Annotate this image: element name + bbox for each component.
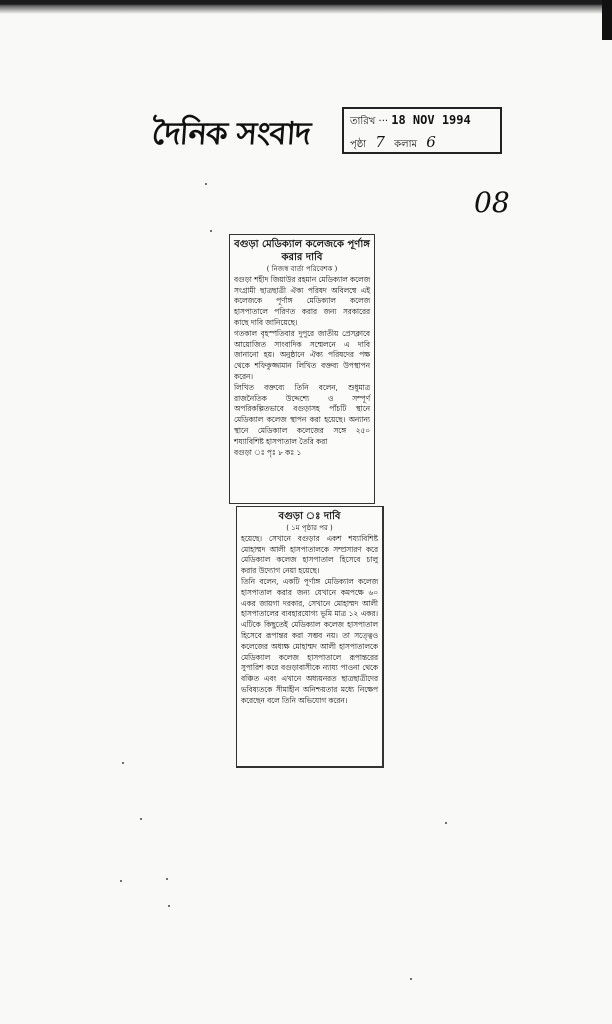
scan-top-edge (0, 0, 612, 14)
scan-speck (140, 818, 142, 820)
stamp-date-label: তারিখ (350, 116, 376, 127)
stamp-date-row: তারিখ ··· 18 NOV 1994 (350, 113, 471, 127)
scan-speck (168, 905, 170, 907)
clipping-headline: বগুড়া ঃ দাবি (278, 511, 341, 522)
archive-stamp (342, 107, 502, 154)
newspaper-masthead: দৈনিক সংবাদ (150, 116, 312, 152)
handwritten-number: 08 (474, 186, 510, 219)
scan-corner-mark (602, 0, 612, 40)
clipping-headline: বগুড়া মেডিক্যাল কলেজকে পূর্ণাঙ্গ করার দাবি (234, 239, 370, 263)
scan-speck (445, 822, 447, 824)
scan-speck (205, 183, 207, 185)
stamp-column-label: কলাম (394, 139, 418, 150)
stamp-page-label: পৃষ্ঠা (350, 139, 367, 150)
scan-speck (120, 880, 122, 882)
scan-speck (166, 878, 168, 880)
scan-speck (210, 230, 212, 232)
scan-speck (410, 978, 412, 980)
clipping-paragraph: বগুড়া শহীদ জিয়াউর রহমান মেডিক্যাল কলেজ সংগ্রামী ছাত্রছাত্রী ঐক্য পরিষদ অবিলম্বে এই কলেজকে পূর্ণাঙ্গ মেডিক্যাল কলেজ হাসপাতালে পরিণত করার জন্য সরকারের কাছে দাবি জানিয়েছে। (234, 274, 370, 327)
clipping-paragraph: হয়েছে। সেখানে বগুড়ার একশ শয্যাবিশিষ্ট মোহাম্মদ আলী হাসপাতালকে সম্প্রসারণ করে মেডিক্যাল কলেজ হাসপাতাল হিসেবে চালু করার উদ্যোগ নেয়া হয়েছে। (241, 533, 378, 576)
news-clipping-1 (229, 234, 375, 504)
stamp-date-value: 18 NOV 1994 (391, 113, 471, 127)
stamp-column-value: 6 (426, 133, 436, 151)
stamp-page-value: 7 (375, 133, 385, 151)
clipping-paragraph: তিনি বলেন, একটি পূর্ণাঙ্গ মেডিক্যাল কলেজ হাসপাতাল করার জন্য যেখানে কমপক্ষে ৬০ একর জায়গা দরকার, সেখানে মোহাম্মদ আলী হাসপাতালের ব্যবহারযোগ্য ভূমি মাত্র ১২ একর। এটিকে কিছুতেই মেডিক্যাল কলেজ হাসপাতাল হিসেবে রূপান্তর করা সম্ভব নয়। তা সত্ত্বেও কলেজের অধ্যক্ষ মোহাম্মদ আলী হাসপাতালকে মেডিক্যাল কলেজ হাসপাতালে রূপান্তরের সুপারিশ করে বগুড়াবাসীকে ন্যায্য পাওনা থেকে বঞ্চিত এবং এখানে অধ্যয়নরত ছাত্রছাত্রীদের ভবিষ্যতকে সীমাহীন অনিশ্চয়তার মধ্যে নিক্ষেপ করেছেন বলে তিনি অভিযোগ করেন। (241, 576, 378, 705)
stamp-page-row (350, 132, 494, 155)
clipping-continued-note: বগুড়া ঃ পৃঃ ৮ কঃ ১ (234, 447, 302, 457)
clipping-byline: ( ১ম পৃষ্ঠার পর ) (286, 524, 333, 532)
news-clipping-2 (236, 506, 384, 768)
scan-speck (122, 762, 124, 764)
clipping-byline: ( নিজস্ব বার্তা পরিবেশক ) (266, 265, 338, 273)
clipping-paragraph: লিখিত বক্তব্যে তিনি বলেন, শুধুমাত্র রাজনৈতিক উদ্দেশ্যে ও সম্পূর্ণ অপরিকল্পিতভাবে বগুড়াসহ পাঁচটি স্থানে মেডিক্যাল কলেজ স্থাপন করা হয়েছে। অন্যান্য স্থানে মেডিক্যাল কলেজের সঙ্গে ২৫০ শয্যাবিশিষ্ট হাসপাতাল তৈরি করা (234, 382, 370, 446)
clipping-paragraph: গতকাল বৃহস্পতিবার দুপুরে জাতীয় প্রেসক্লাবে আয়োজিত সাংবাদিক সম্মেলনে এ দাবি জানানো হয়। অনুষ্ঠানে ঐক্য পরিষদের পক্ষ থেকে শফিকুজ্জামান লিখিত বক্তব্য উপস্থাপন করেন। (234, 328, 370, 381)
